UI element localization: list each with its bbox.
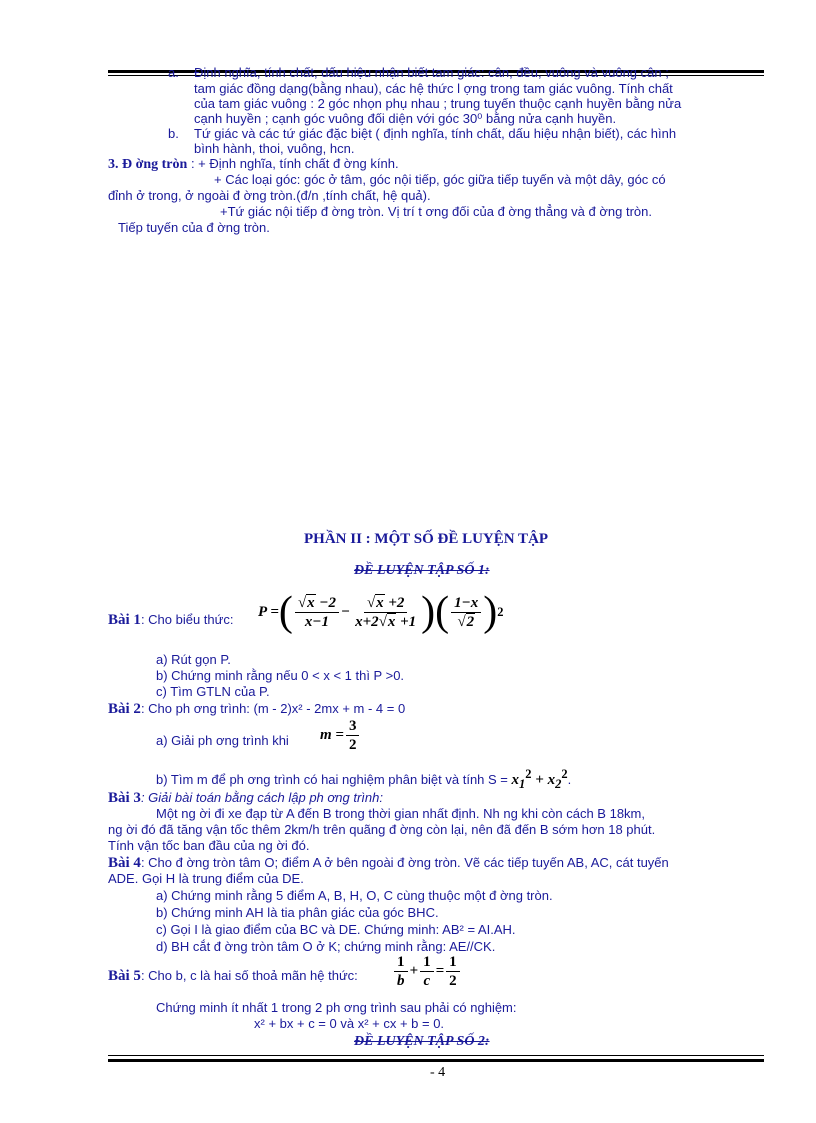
list-a-line-2: tam giác đồng dạng(bằng nhau), các hệ thức l ợng trong tam giác vuông. Tính chất [194,81,673,96]
bai1-item-b: b) Chứng minh rằng nếu 0 < x < 1 thì P >0. [156,668,405,683]
bai2-item-a-line [156,733,289,748]
bai5-formula: $\frac{1}{b}$ + $\frac{1}{c}$ = $\frac{1}{2}$ [392,953,462,990]
list-b-line-2: bình hành, thoi, vuông, hcn. [194,141,355,156]
bai2-line [108,701,405,717]
bai2-label: Bài 2 [108,701,141,717]
bai1-line [108,612,233,628]
list-a-line-1: Định nghĩa, tính chất, dấu hiệu nhận biết tam giác: cân, đều, vuông và vuông cân ; [194,65,669,80]
bai4-label: Bài 4 [108,855,141,871]
list-marker-b: b. [168,126,179,141]
section3-line-2: + Các loại góc: góc ở tâm, góc nội tiếp, góc giữa tiếp tuyến và một dây, góc có [214,172,666,187]
bai3-intro: : Giải bài toán bằng cách lập ph ơng trình: [140,790,383,805]
bai1-intro: : Cho biểu thức: [140,612,234,627]
bottom-rule [108,1059,764,1062]
bai4-item-c: c) Gọi I là giao điểm của BC và DE. Chứng minh: AB² = AI.AH. [156,922,516,937]
bai4-item-a: a) Chứng minh rằng 5 điểm A, B, H, O, C cùng thuộc một đ ờng tròn. [156,888,553,903]
bai5-line-3: x² + bx + c = 0 và x² + cx + b = 0. [254,1016,445,1031]
list-marker-a: a. [168,65,179,80]
bai2-m-formula: m = $\frac{3}{2}$ [320,717,361,754]
bai2-item-b-line: b) Tìm m để ph ơng trình có hai nghiệm phân biệt và tính $S = x_1^2 + x_2^2$. [156,767,572,791]
bai5-line-2: Chứng minh ít nhất 1 trong 2 ph ơng trình sau phải có nghiệm: [156,1000,517,1015]
page-number: - 4 [430,1065,446,1080]
de2-title: ĐỀ LUYỆN TẬP SỐ 2: [354,1034,490,1049]
section3-line-4: +Tứ giác nội tiếp đ ờng tròn. Vị trí t ơng đối của đ ờng thẳng và đ ờng tròn. [220,204,652,219]
bai4-line [108,855,669,871]
bottom-rule-thin [108,1055,764,1056]
section3-line-1 [108,156,399,172]
bai5-line [108,968,358,984]
bai2-intro: : Cho ph ơng trình: (m - 2)x² - 2mx + m - 4 = 0 [140,701,406,716]
bai2-item-b: b) Tìm m để ph ơng trình có hai nghiệm phân biệt và tính S = [156,772,508,787]
list-b-line-1: Tứ giác và các tứ giác đặc biệt ( định nghĩa, tính chất, dấu hiệu nhận biết), các hình [194,126,677,141]
section3-line-3: đỉnh ở trong, ở ngoài đ ờng tròn.(đ/n ,tính chất, hệ quả). [108,188,431,203]
bai2-item-a: a) Giải ph ơng trình khi [156,733,289,748]
section3-text-1: : + Định nghĩa, tính chất đ ờng kính. [190,156,399,171]
list-a-line-4: cạnh huyền ; cạnh góc vuông đối diện với góc 30⁰ bằng nửa cạnh huyền. [194,111,617,126]
bai1-formula: P = ( $\frac{√x -2}{x-1}$ − $\frac{√x +2}{x+2√x +1}$ ) ( $\frac{1-x}{√2}$ ) 2 [258,589,504,635]
list-a-line-3: của tam giác vuông : 2 góc nhọn phụ nhau ; trung tuyến thuộc cạnh huyền bằng nửa [194,96,682,111]
section3-label: 3. Đ ờng tròn [108,157,188,172]
bai3-label: Bài 3 [108,790,141,806]
bai3-text-3: Tính vận tốc ban đầu của ng ời đó. [108,838,310,853]
bai1-item-a: a) Rút gọn P. [156,652,231,667]
bai3-line [108,790,383,806]
bai4-item-d: d) BH cắt đ ờng tròn tâm O ở K; chứng minh rằng: AE//CK. [156,939,496,954]
part2-title: PHẦN II : MỘT SỐ ĐỀ LUYỆN TẬP [304,531,549,547]
de1-title: ĐỀ LUYỆN TẬP SỐ 1: [354,563,490,578]
bai4-item-b: b) Chứng minh AH là tia phân giác của góc BHC. [156,905,439,920]
bai3-text-2: ng ời đó đã tăng vận tốc thêm 2km/h trên quãng đ ờng còn lại, nên đã đến B sớm hơn 18 phút. [108,822,656,837]
bai1-item-c: c) Tìm GTLN của P. [156,684,270,699]
bai5-intro: : Cho b, c là hai số thoả mãn hệ thức: [140,968,358,983]
bai1-label: Bài 1 [108,612,141,628]
section3-line-5: Tiếp tuyến của đ ờng tròn. [118,220,270,235]
bai4-line-2: ADE. Gọi H là trung điểm của DE. [108,871,304,886]
bai5-label: Bài 5 [108,968,141,984]
bai4-intro: : Cho đ ờng tròn tâm O; điểm A ở bên ngoài đ ờng tròn. Vẽ các tiếp tuyến AB, AC, cát tuyến [140,855,669,870]
bai3-text-1: Một ng ời đi xe đạp từ A đến B trong thời gian nhất định. Nh ng khi còn cách B 18km, [156,806,645,821]
